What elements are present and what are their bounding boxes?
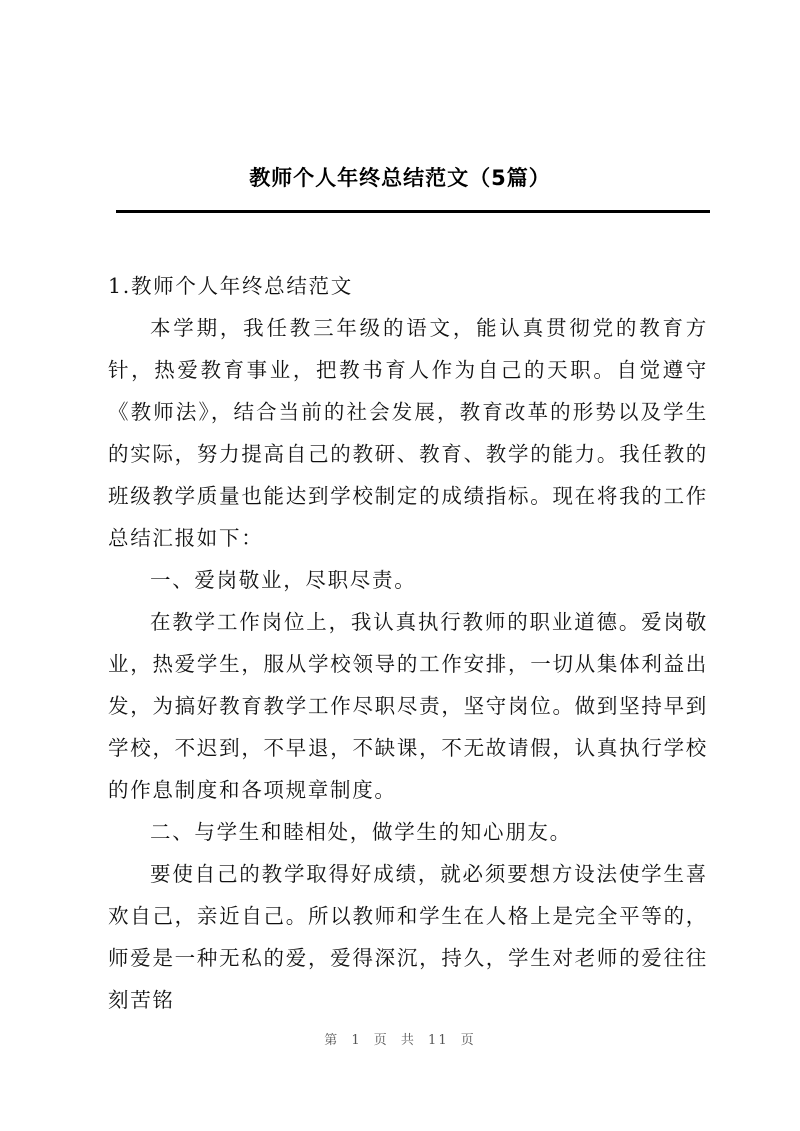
title-divider: [116, 210, 710, 213]
body-paragraph: 在教学工作岗位上，我认真执行教师的职业道德。爱岗敬业，热爱学生，服从学校领导的工作安排，一切从集体利益出发，为搞好教育教学工作尽职尽责，坚守岗位。做到坚持早到学校，不迟到，不早退，不缺课，不无故请假，认真执行学校的作息制度和各项规章制度。: [108, 610, 708, 802]
page-number: 第 1 页 共 11 页: [324, 1033, 476, 1048]
page-title: 教师个人年终总结范文（5篇）: [249, 166, 551, 190]
subsection-heading: 二、与学生和睦相处，做学生的知心朋友。: [150, 820, 572, 844]
body-paragraph: 本学期，我任教三年级的语文，能认真贯彻党的教育方针，热爱教育事业，把教书育人作为自己的天职。自觉遵守《教师法》，结合当前的社会发展，教育改革的形势以及学生的实际，努力提高自己的教研、教育、教学的能力。我任教的班级教学质量也能达到学校制定的成绩指标。现在将我的工作总结汇报如下：: [108, 316, 708, 550]
subsection-heading: 一、爱岗敬业，尽职尽责。: [150, 568, 417, 592]
section-heading: 1.教师个人年终总结范文: [108, 274, 353, 298]
body-paragraph: 要使自己的教学取得好成绩，就必须要想方设法使学生喜欢自己，亲近自己。所以教师和学生在人格上是完全平等的，师爱是一种无私的爱，爱得深沉，持久，学生对老师的爱往往刻苦铭: [108, 862, 708, 1012]
document-body: [108, 265, 708, 1021]
